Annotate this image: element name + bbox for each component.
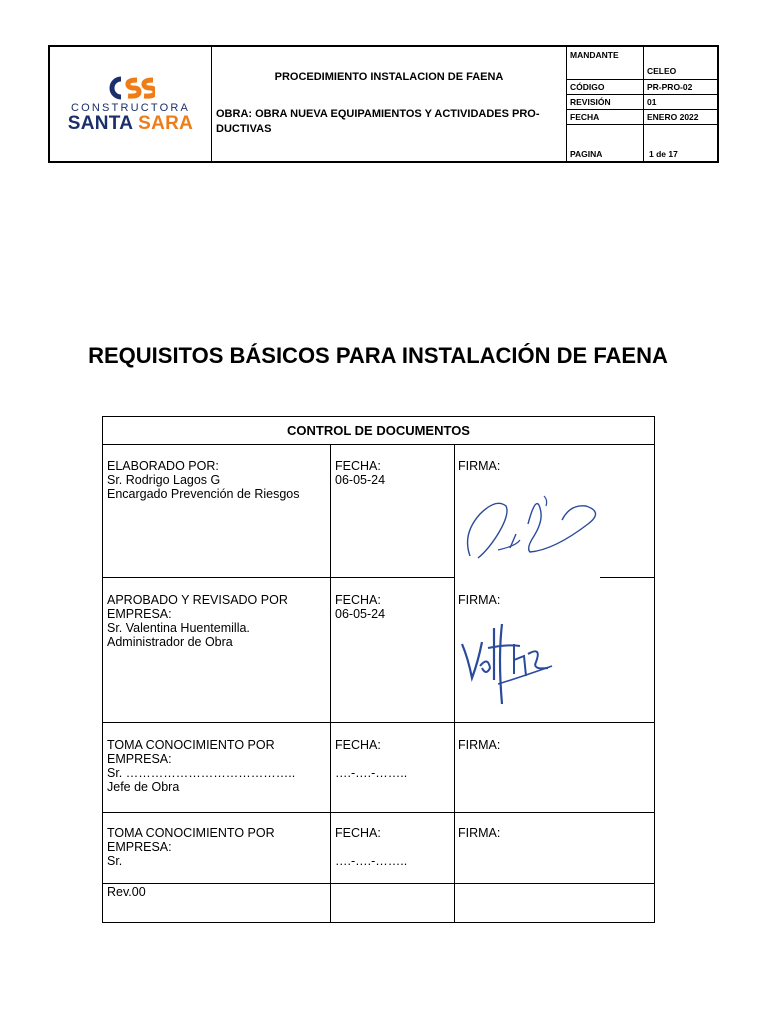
table-row-elaborado	[103, 444, 654, 578]
role-cell: TOMA CONOCIMIENTO POR EMPRESA: Sr. ………………………………….. Jefe de Obra	[107, 738, 296, 794]
signature-label: FIRMA:	[458, 593, 501, 607]
date-cell: FECHA: 06-05-24	[335, 459, 386, 487]
signature-valentina-icon	[458, 618, 558, 710]
meta-row-pagina	[567, 125, 719, 161]
role-cell: APROBADO Y REVISADO POR EMPRESA: Sr. Valentina Huentemilla. Administrador de Obra	[107, 593, 288, 649]
page-title: REQUISITOS BÁSICOS PARA INSTALACIÓN DE FAENA	[88, 343, 668, 368]
table-row-toma-conocimiento	[103, 813, 654, 884]
signature-label: FIRMA:	[458, 826, 501, 840]
date-cell: FECHA: 06-05-24	[335, 593, 386, 621]
meta-row-codigo	[567, 80, 719, 95]
meta-row-fecha	[567, 110, 719, 125]
header-title-block	[212, 47, 567, 161]
table-row-revision	[103, 884, 654, 922]
meta-row-mandante	[567, 47, 719, 80]
header-meta-table	[567, 47, 719, 161]
logo-constructora-text: CONSTRUCTORA	[70, 102, 191, 114]
meta-value: CELEO	[647, 66, 677, 76]
date-cell: FECHA: ….-….-……..	[335, 826, 408, 868]
meta-value: 01	[647, 97, 657, 107]
meta-row-revision	[567, 95, 719, 110]
meta-value: 1 de 17	[649, 149, 678, 159]
meta-value: PR-PRO-02	[647, 82, 693, 92]
meta-key: FECHA	[570, 112, 600, 122]
table-row-aprobado	[103, 578, 654, 723]
revision-label: Rev.00	[107, 885, 146, 899]
logo-sara-word: SARA	[138, 113, 194, 134]
control-table-title: CONTROL DE DOCUMENTOS	[103, 417, 654, 445]
obra-description: OBRA: OBRA NUEVA EQUIPAMIENTOS Y ACTIVIDADES PRO-DUCTIVAS	[216, 108, 540, 135]
meta-key: REVISIÓN	[570, 97, 611, 107]
date-cell: FECHA: ….-….-……..	[335, 738, 408, 780]
logo-santa-word: SANTA	[67, 113, 139, 134]
document-control-table	[102, 416, 655, 923]
meta-key: CÓDIGO	[570, 82, 605, 92]
logo-santa-sara-text	[50, 113, 211, 135]
meta-key: PAGINA	[570, 149, 603, 159]
procedure-title: PROCEDIMIENTO INSTALACION DE FAENA	[274, 71, 504, 83]
meta-value: ENERO 2022	[647, 112, 699, 122]
signature-label: FIRMA:	[458, 459, 501, 473]
table-row-toma-conocimiento	[103, 723, 654, 813]
role-cell: ELABORADO POR: Sr. Rodrigo Lagos G Encargado Prevención de Riesgos	[107, 459, 300, 501]
css-logo-mark-icon	[107, 75, 155, 101]
company-logo	[50, 47, 212, 161]
meta-key: MANDANTE	[570, 50, 619, 60]
signature-rodrigo-icon	[458, 474, 606, 574]
signature-label: FIRMA:	[458, 738, 501, 752]
document-header	[48, 45, 719, 163]
role-cell: TOMA CONOCIMIENTO POR EMPRESA: Sr.	[107, 826, 275, 868]
